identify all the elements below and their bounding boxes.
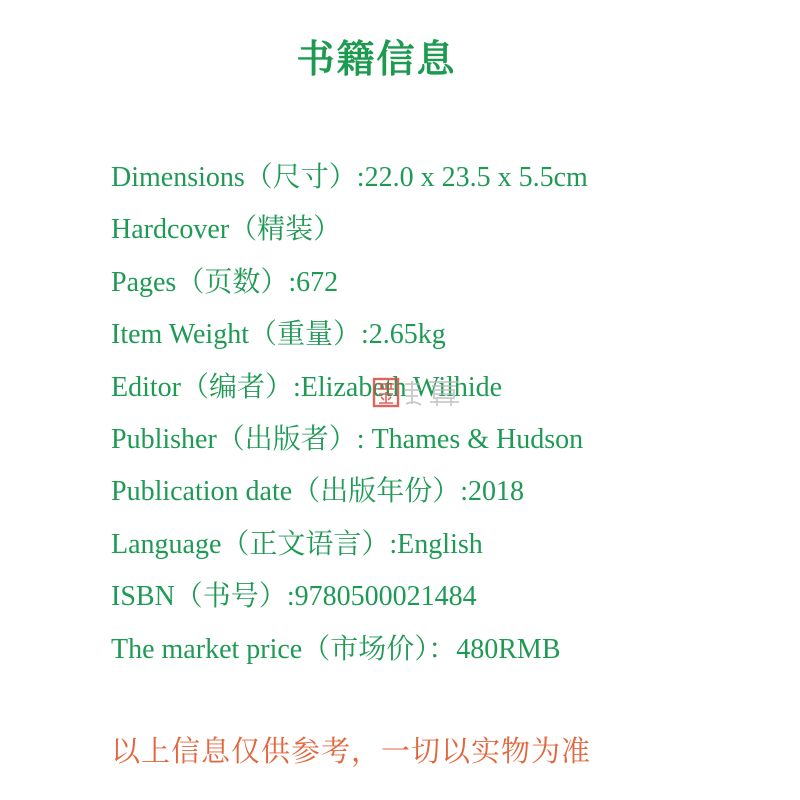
detail-row-publication-date xyxy=(111,466,771,518)
detail-row-item-weight xyxy=(111,309,771,361)
book-details-list xyxy=(111,152,771,676)
detail-label: Publication date xyxy=(111,476,293,508)
detail-row-language xyxy=(111,519,771,571)
detail-value: :English xyxy=(389,528,483,560)
detail-row-editor xyxy=(111,362,771,414)
detail-label-cn: （尺寸） xyxy=(244,162,357,193)
detail-row-publisher xyxy=(111,414,771,466)
detail-label: Item Weight xyxy=(111,319,249,351)
detail-value: :2.65kg xyxy=(361,319,446,351)
detail-label-cn: （出版者） xyxy=(216,423,357,455)
detail-label-cn: （市场价） xyxy=(302,633,429,665)
detail-value: :672 xyxy=(288,266,339,298)
detail-label: Hardcover xyxy=(111,214,230,246)
detail-label: Pages xyxy=(111,266,177,298)
detail-label: Dimensions xyxy=(111,162,245,193)
detail-value: :9780500021484 xyxy=(286,581,477,613)
detail-row-dimensions xyxy=(111,152,771,204)
detail-label: ISBN xyxy=(111,581,175,613)
detail-label-cn: （正文语言） xyxy=(221,528,390,560)
detail-label-cn: （精装） xyxy=(229,214,342,246)
detail-label: The market price xyxy=(111,633,303,665)
detail-value: :2018 xyxy=(460,476,524,508)
detail-label: Editor xyxy=(111,371,181,403)
detail-label-cn: （书号） xyxy=(174,581,287,613)
detail-row-isbn xyxy=(111,571,771,623)
page-title: 书籍信息 xyxy=(296,39,457,81)
disclaimer-note: 以上信息仅供参考，一切以实物为准 xyxy=(111,736,592,768)
detail-label-cn: （出版年份） xyxy=(292,476,461,508)
detail-value: : Thames & Hudson xyxy=(356,423,584,455)
detail-label-cn: （重量） xyxy=(248,319,361,351)
detail-label: Language xyxy=(111,528,222,560)
detail-value: ：480RMB xyxy=(428,633,561,665)
detail-value: :22.0 x 23.5 x 5.5cm xyxy=(356,162,588,193)
detail-row-hardcover xyxy=(111,204,771,256)
detail-label-cn: （编者） xyxy=(181,371,294,403)
detail-label: Publisher xyxy=(111,423,217,455)
detail-label-cn: （页数） xyxy=(176,266,289,298)
detail-row-market-price xyxy=(111,624,771,676)
detail-value: :Elizabeth Wilhide xyxy=(293,371,503,403)
detail-row-pages xyxy=(111,257,771,309)
